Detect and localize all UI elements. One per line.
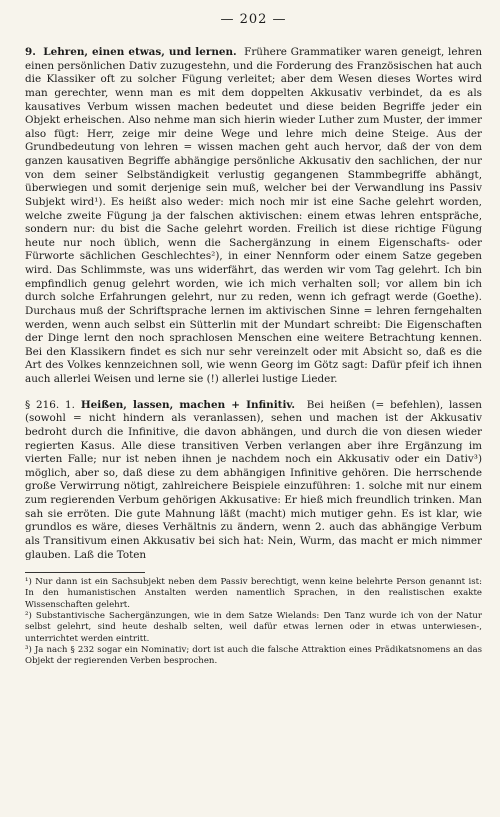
section-216-body: Bei heißen (= befehlen), lassen (sowohl = nicht hindern als veranlassen), sehen und machen ist der Akkusativ bedroht durch die Infinitive, die davon abhängen, und durch die von diesen wieder regierten Kasus. Alle diese transitiven Verben verlangen aber ihre Ergänzung im vierten Falle; nur ist neben ihnen je nachdem noch ein Akkusativ oder ein Dativ³) möglich, aber so, daß diese zu dem abhängigen Infinitive gehören. Die herrschende große Verwirrung nötigt, zahlreichere Beispiele einzuführen: 1. solche mit nur einem zum regierenden Verbum gehörigen Akkusative: Er hieß mich freundlich trinken. Man sah sie erröten. Die gute Mahnung läßt (macht) mich mutiger gehn. Es ist klar, wie grundlos es wäre, dieses Verhältnis zu ändern, wenn 2. auch das abhängige Verbum als Transitivum einen Akkusativ bei sich hat: Nein, Wurm, das macht er mich nimmer glauben. Laß die Toten xyxy=(25,398,482,561)
section-9-number: 9. xyxy=(25,46,36,58)
section-216-heading: Heißen, lassen, machen + Infinitiv. xyxy=(80,398,296,411)
footnote-3: ³) Ja nach § 232 sogar ein Nominativ; dort ist auch die falsche Attraktion eines Prädikatsnomens an das Objekt der regierenden Verben besprochen. xyxy=(25,644,482,667)
section-9-paragraph xyxy=(25,46,482,387)
section-216-paragraph xyxy=(25,399,482,563)
page-number: — 202 — xyxy=(220,12,287,27)
section-9-heading: Lehren, einen etwas, und lernen. xyxy=(43,46,237,58)
footnote-1: ¹) Nur dann ist ein Sachsubjekt neben dem Passiv berechtigt, wenn keine belehrte Person genannt ist: In den humanistischen Anstalten werden namentlich Sprachen, in den realistischen exakte Wissenschaften gelehrt. xyxy=(25,577,482,610)
section-9-body: Frühere Grammatiker waren geneigt, lehren einen persönlichen Dativ zuzugestehn, und die Forderung des Französischen hat auch die Klassiker oft zu solcher Fügung verleitet; aber dem Wesen dieses Wortes wird man gerechter, wenn man es mit dem doppelten Akkusativ verbindet, da es als kausatives Verbum wissen machen bedeutet und diese beiden Begriffe jeder ein Objekt erheischen. Also nehme man sich hierin wieder Luther zum Muster, der immer also fügt: Herr, zeige mir deine Wege und lehre mich deine Steige. Aus der Grundbedeutung von lehren = wissen machen geht auch hervor, daß der von dem ganzen kausativen Begriffe abhängige persönliche Akkusativ den sachlichen, der nur von dem seiner Selbständigkeit verlustig gegangenen Stammbegriffe abhängt, überwiegen und somit derjenige sein muß, welcher bei der Verwandlung ins Passiv Subjekt wird¹). Es heißt also weder: mich noch mir ist eine Sache gelehrt worden, welche zweite Fügung ja der falschen aktivischen: einem etwas lehren entspräche, sondern nur: du bist die Sache gelehrt worden. Freilich ist diese richtige Fügung heute nur noch üblich, wenn die Sachergänzung in einem Eigenschafts- oder Fürworte sächlichen Geschlechtes²), in einer Nennform oder einem Satze gegeben wird. Das Schlimmste, was uns widerfährt, das werden wir vom Tag gelehrt. Ich bin empfindlich genug gelehrt worden, wie ich mich verhalten soll; vor allem bin ich durch solche Erfahrungen gelehrt, nur zu reden, wenn ich gefragt werde (Goethe). Durchaus muß der Schriftsprache lernen im aktivischen Sinne = lehren ferngehalten werden, wenn auch selbst ein Sütterlin mit der Mundart schreibt: Die Eigenschaften der Dinge lernt den noch sprachlosen Menschen eine weitere Betrachtung kennen. Bei den Klassikern findet es sich nur sehr vereinzelt oder mit Absicht so, daß es die Art des Volkes kennzeichnen soll, wie wenn Georg im Götz sagt: Dafür pfeif ich ihnen auch allerlei Weisen und lerne sie (!) allerlei lustige Lieder. xyxy=(25,46,483,385)
footnote-2: ²) Substantivische Sachergänzungen, wie in dem Satze Wielands: Den Tanz wurde ich von der Natur selbst gelehrt, sind heute deshalb selten, weil dafür etwas lernen oder in etwas unterwiesen-, unterrichtet werden eintritt. xyxy=(25,611,482,644)
footnote-divider xyxy=(25,572,145,573)
paragraph-gap xyxy=(25,387,482,399)
section-216-number: § 216. 1. xyxy=(25,398,75,411)
